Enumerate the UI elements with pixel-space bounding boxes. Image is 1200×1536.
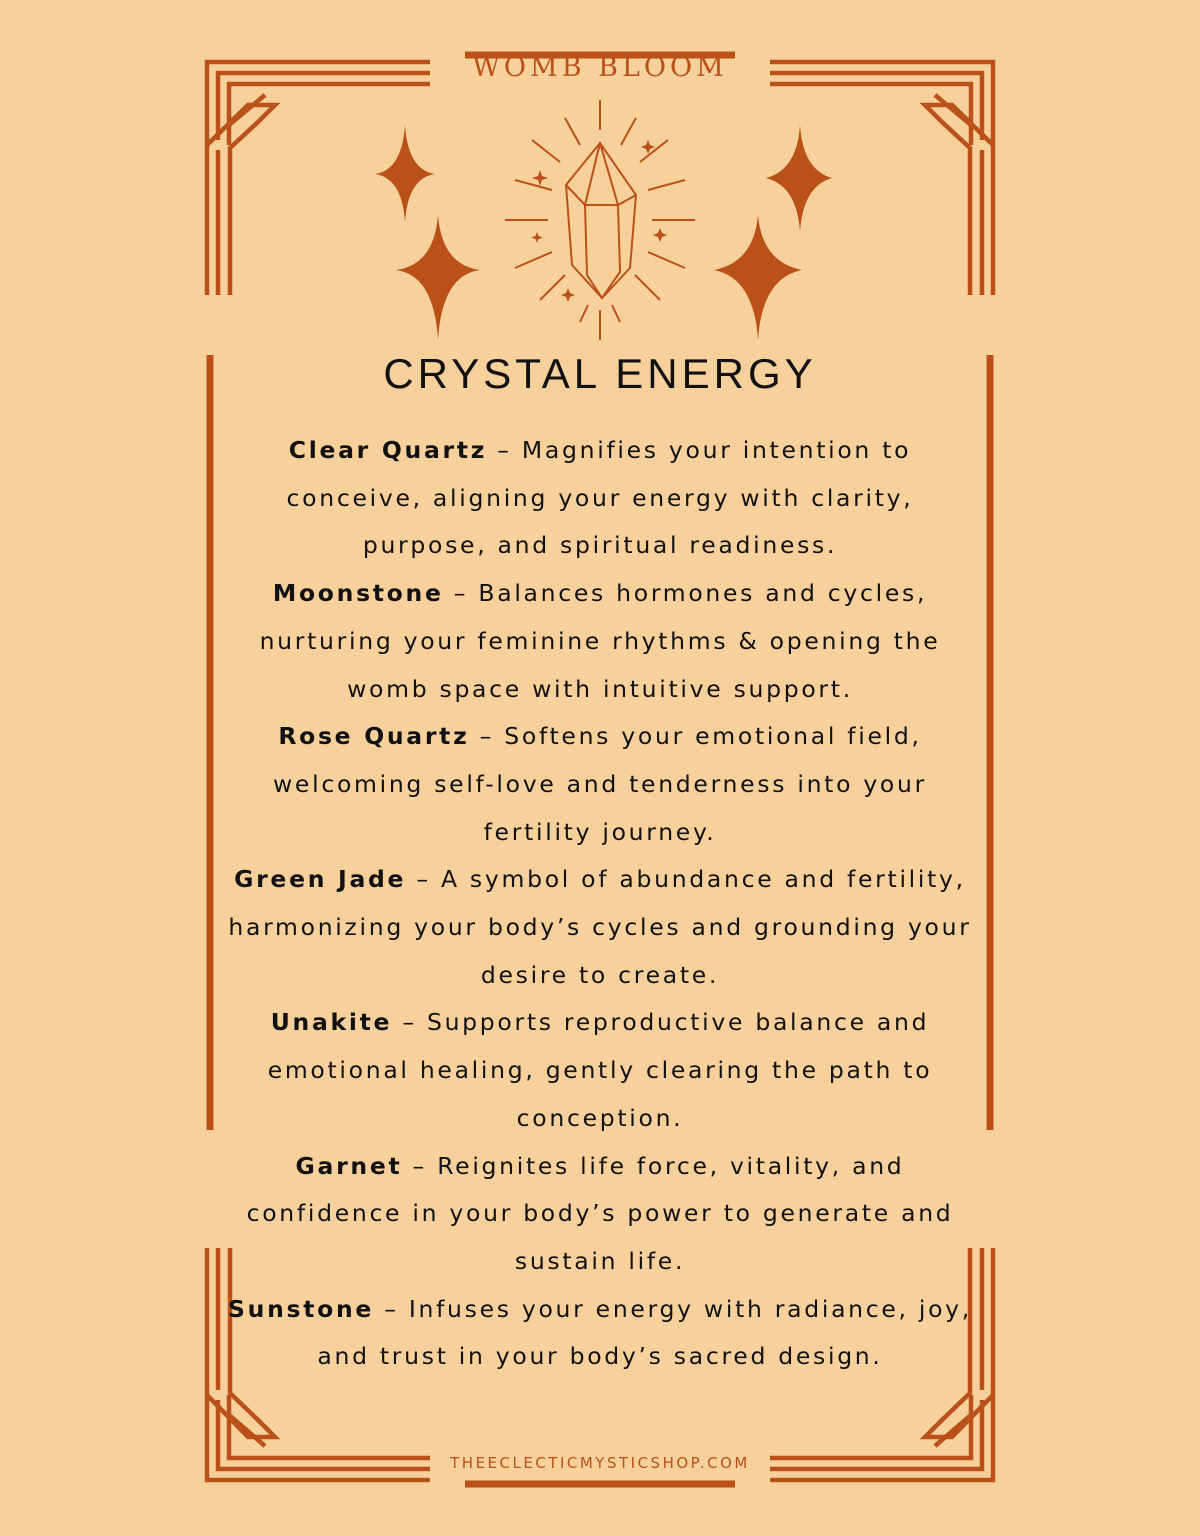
crystal-entry-sunstone	[225, 1286, 975, 1381]
crystal-entry-rose-quartz	[225, 713, 975, 856]
separator: –	[392, 1008, 427, 1037]
sparkle-star-icon	[396, 215, 480, 340]
crystal-description: A symbol of abundance and fertility, harmonizing your body’s cycles and grounding your desire to create.	[228, 865, 972, 989]
crystal-entry-clear-quartz	[225, 427, 975, 570]
crystal-entry-garnet	[225, 1143, 975, 1286]
crystal-description: Reignites life force, vitality, and confidence in your body’s power to generate and sustain life.	[246, 1151, 954, 1275]
separator: –	[443, 579, 479, 608]
crystal-description: Softens your emotional field, welcoming self-love and tenderness into your fertility journey.	[273, 722, 927, 846]
separator: –	[402, 1151, 438, 1180]
crystal-name: Clear Quartz	[288, 436, 488, 464]
separator: –	[406, 865, 441, 894]
crystal-description: Infuses your energy with radiance, joy, and trust in your body’s sacred design.	[317, 1294, 972, 1371]
sparkle-star-icon	[714, 215, 802, 340]
crystal-name: Rose Quartz	[278, 722, 470, 751]
crystal-name: Garnet	[295, 1151, 403, 1180]
crystal-description: Balances hormones and cycles, nurturing your feminine rhythms & opening the womb space with intuitive support.	[259, 579, 941, 703]
crystal-description: Magnifies your intention to conceive, aligning your energy with clarity, purpose, and spiritual readiness.	[286, 436, 914, 560]
separator: –	[374, 1294, 409, 1323]
separator: –	[487, 436, 522, 464]
sparkle-star-icon	[766, 125, 832, 232]
crystal-icon	[505, 100, 695, 340]
crystal-name: Unakite	[270, 1008, 393, 1037]
website-url: THEECLECTICMYSTICSHOP.COM	[450, 1454, 750, 1472]
crystal-entry-green-jade	[225, 856, 975, 999]
separator: –	[469, 722, 505, 751]
crystal-name: Moonstone	[272, 579, 444, 608]
page-title: CRYSTAL ENERGY	[383, 350, 817, 397]
crystal-name: Sunstone	[228, 1294, 375, 1323]
crystal-list	[225, 427, 975, 1381]
crystal-entry-moonstone	[225, 570, 975, 713]
crystal-description: Supports reproductive balance and emotional healing, gently clearing the path to conception.	[267, 1008, 933, 1132]
sparkle-star-icon	[375, 125, 435, 222]
brand-logo-text: WOMB BLOOM	[472, 52, 728, 83]
crystal-name: Green Jade	[234, 865, 407, 894]
crystal-entry-unakite	[225, 999, 975, 1142]
